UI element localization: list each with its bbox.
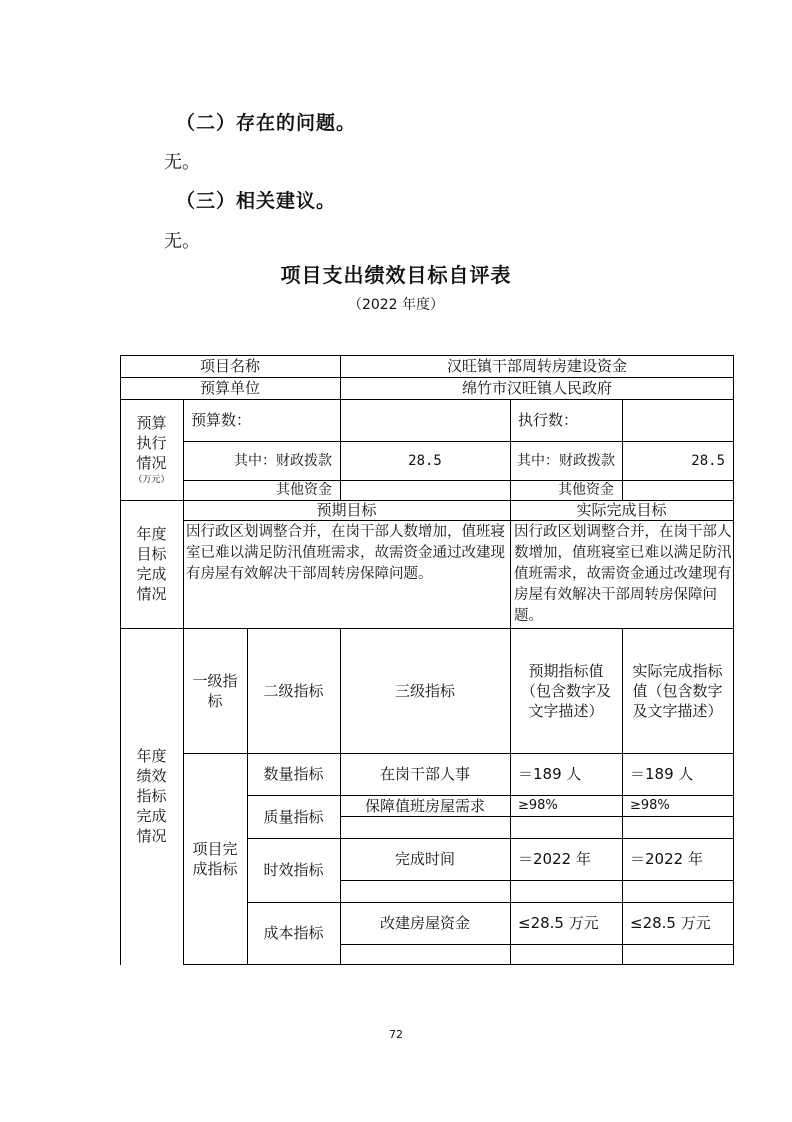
page-number: 72 (389, 1028, 403, 1041)
col-level2-header: 二级指标 (263, 681, 324, 700)
table-row-actual: ＝2022 年 (630, 850, 703, 868)
expected-goal-text: 因行政区划调整合并，在岗干部人数增加，值班寝室已难以满足防汛值班需求，故需资金通过改建现有房屋有效解决干部周转房保障问题。 (186, 524, 505, 582)
suggestions-heading: （三）相关建议。 (176, 190, 337, 212)
table-row-level3: 改建房屋资金 (379, 914, 470, 932)
table-row-expected: ≤28.5 万元 (518, 914, 599, 932)
fiscal-label-right: 其中：财政拨款 (517, 452, 615, 469)
fiscal-value-left: 28.5 (408, 452, 442, 469)
table-title: 项目支出绩效目标自评表 (280, 263, 512, 287)
table-row-level3: 保障值班房屋需求 (364, 796, 485, 815)
problems-heading: （二）存在的问题。 (176, 112, 357, 134)
table-row-level2: 成本指标 (263, 924, 324, 942)
col-level3-header: 三级指标 (394, 681, 455, 700)
col-actual-header: 实际完成指标 值（包含数字 及文字描述） (632, 661, 723, 720)
table-row-level3: 在岗干部人事 (379, 765, 470, 783)
col-expected-header: 预期指标值 （包含数字及 文字描述） (520, 661, 611, 720)
table-row-expected: ≥98% (518, 797, 558, 813)
fiscal-label-left: 其中：财政拨款 (234, 452, 332, 469)
project-name-value: 汉旺镇干部周转房建设资金 (446, 357, 627, 375)
table-row-actual: ＝189 人 (630, 765, 694, 783)
annual-goal-label: 年度 目标 完成 情况 (136, 525, 167, 603)
expected-goal-header: 预期目标 (316, 501, 377, 519)
table-row-expected: ＝2022 年 (518, 850, 591, 868)
suggestions-text: 无。 (164, 231, 200, 252)
problems-text: 无。 (164, 152, 200, 173)
exec-amount-label: 执行数： (518, 411, 579, 429)
table-subtitle: （2022 年度） (347, 297, 445, 313)
table-row-level2: 数量指标 (263, 765, 324, 783)
budget-exec-label: 预算 执行 情况 （万元） (133, 413, 170, 485)
table-row-expected: ＝189 人 (518, 765, 582, 783)
table-row-level2: 质量指标 (263, 807, 324, 826)
other-funds-left: 其他资金 (276, 482, 332, 498)
actual-goal-header: 实际完成目标 (576, 501, 667, 519)
other-funds-right: 其他资金 (558, 482, 614, 498)
table-row-actual: ≥98% (630, 797, 670, 813)
budget-unit-label: 预算单位 (199, 379, 260, 397)
project-name-label: 项目名称 (199, 357, 260, 375)
table-row-level2: 时效指标 (263, 861, 324, 879)
annual-perf-label: 年度 绩效 指标 完成 情况 (136, 747, 167, 845)
col-level1-header: 一级指 标 (192, 671, 238, 710)
budget-unit-value: 绵竹市汉旺镇人民政府 (461, 379, 612, 397)
fiscal-value-right: 28.5 (691, 452, 725, 469)
level1-value: 项目完 成指标 (192, 839, 238, 878)
table-row-level3: 完成时间 (394, 850, 455, 868)
budget-amount-label: 预算数： (191, 411, 252, 429)
table-row-actual: ≤28.5 万元 (630, 914, 711, 932)
actual-goal-text: 因行政区划调整合并，在岗干部人数增加，值班寝室已难以满足防汛值班需求，故需资金通过改建现有房屋有效解决干部周转房保障问题。 (514, 524, 732, 624)
